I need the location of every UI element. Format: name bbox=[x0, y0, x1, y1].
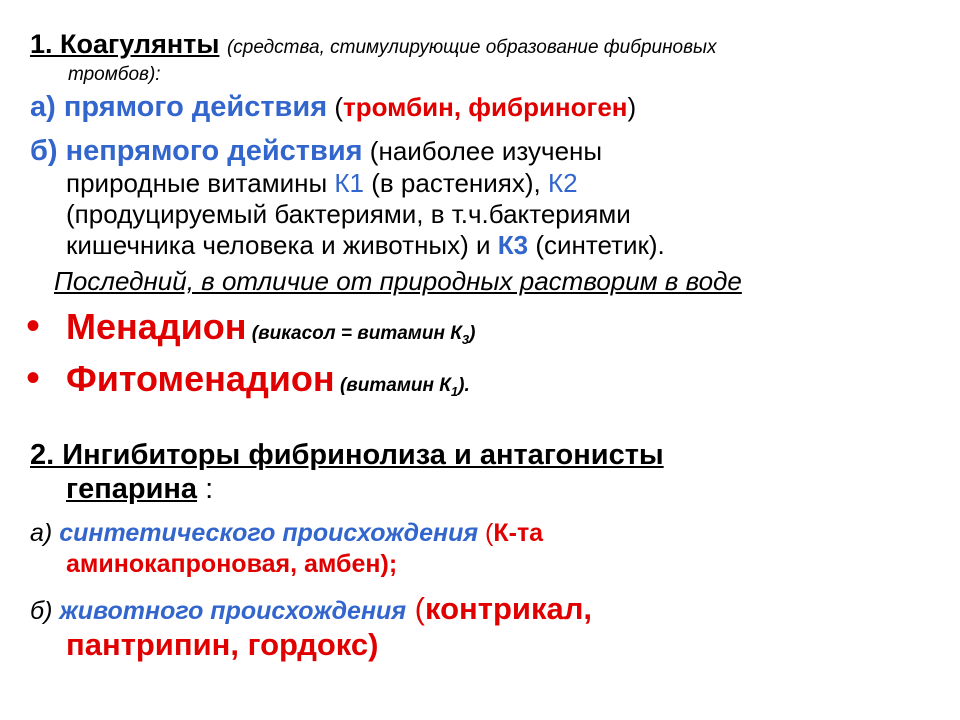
bullet-phytomenadione-paren: (витамин $К_1$). bbox=[334, 375, 470, 399]
item-synthetic-origin-label: синтетического происхождения bbox=[59, 519, 479, 547]
item-direct-action-paren-open: ( bbox=[327, 92, 344, 122]
item-animal-origin-prefix: б) bbox=[30, 597, 60, 625]
item-direct-action-paren-close: ) bbox=[627, 92, 637, 122]
item-direct-action-examples: тромбин, фибриноген bbox=[343, 92, 628, 122]
vitamin-k2-label: К2 bbox=[548, 168, 578, 198]
item-animal-origin-label: животного происхождения bbox=[59, 597, 407, 625]
item-synthetic-origin-examples-line2: аминокапроновая, амбен); bbox=[66, 550, 398, 578]
item-synthetic-origin-examples-line1: К-та bbox=[493, 519, 544, 547]
item-animal-origin: б) животного происхождения (контрикал, пантрипин, гордокс) bbox=[30, 592, 930, 662]
item-indirect-action-text1: (наиболее изучены bbox=[362, 136, 603, 166]
section-2-title-line2-wrap: гепарина : bbox=[66, 473, 214, 505]
item-synthetic-origin: а) синтетического происхождения (К-та аминокапроновая, амбен); bbox=[30, 518, 930, 580]
section-2-title-line1: 2. Ингибиторы фибринолиза и антагонисты bbox=[30, 439, 664, 471]
item-synthetic-origin-prefix: а) bbox=[30, 519, 60, 547]
bullet-menadione bbox=[66, 304, 930, 363]
section-2-title-line2: гепарина bbox=[66, 473, 198, 505]
item-direct-action bbox=[30, 90, 930, 124]
bullet-marker-2: • bbox=[26, 356, 41, 400]
vitamin-k3-label: К3 bbox=[497, 230, 529, 260]
item-indirect-action-line4: кишечника человека и животных) и К3 (синтетик). bbox=[66, 230, 665, 260]
bullet-marker-1: • bbox=[26, 304, 41, 348]
vitamin-k1-label: К1 bbox=[334, 168, 365, 198]
section-2-heading bbox=[30, 438, 930, 506]
bullet-menadione-paren: (викасол = витамин $К_3$) bbox=[246, 323, 476, 347]
item-indirect-action-line2: природные витамины К1 (в растениях), К2 bbox=[66, 168, 578, 198]
bullet-phytomenadione-name: Фитоменадион bbox=[66, 358, 335, 399]
item-indirect-action-label: б) непрямого действия bbox=[30, 135, 363, 167]
section-1-heading bbox=[30, 28, 930, 86]
section-1-title: 1. Коагулянты bbox=[30, 29, 220, 59]
item-animal-origin-examples-line2: пантрипин, гордокс) bbox=[66, 627, 379, 662]
bullet-menadione-name: Менадион bbox=[66, 306, 247, 347]
item-animal-origin-examples-line1: контрикал, bbox=[425, 591, 593, 626]
solubility-note: Последний, в отличие от природных растворим в воде bbox=[54, 266, 742, 296]
section-1-note-line1: (средства, стимулирующие образование фибриновых bbox=[226, 37, 717, 58]
section-1-note-line2: тромбов): bbox=[68, 64, 161, 85]
bullet-phytomenadione bbox=[66, 356, 930, 415]
item-direct-action-label: а) прямого действия bbox=[30, 91, 328, 123]
item-indirect-action-line3: (продуцируемый бактериями, в т.ч.бактериями bbox=[66, 199, 631, 229]
item-indirect-action bbox=[30, 134, 930, 261]
